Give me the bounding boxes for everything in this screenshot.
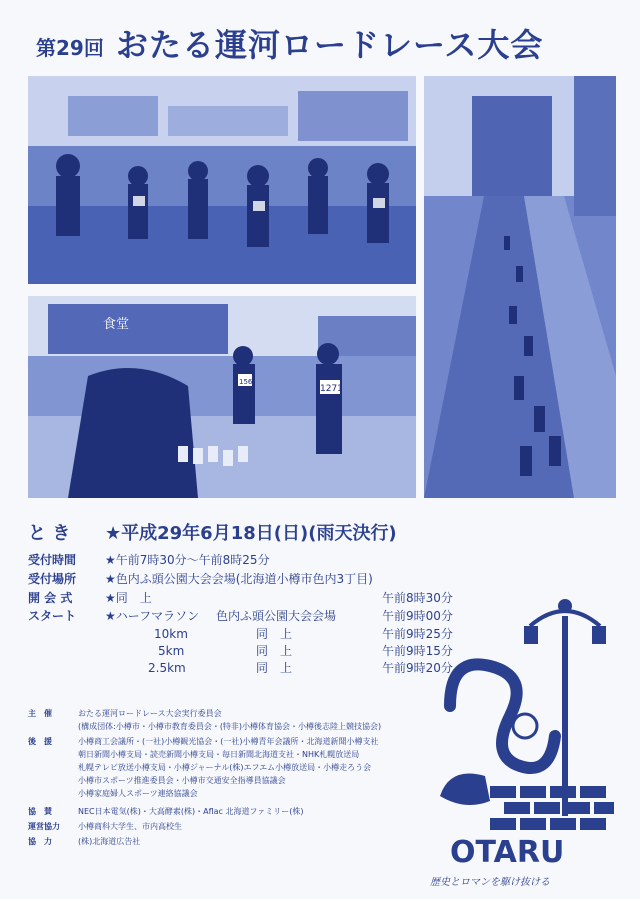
edition-label: 第29回 <box>36 36 104 60</box>
start-label: スタート <box>28 609 77 623</box>
support-line-5: 小樽家庭婦人スポーツ連絡協議会 <box>78 789 198 798</box>
support-line-1: 小樽商工会議所・(一社)小樽観光協会・(一社)小樽青年会議所・北海道新聞小樽支社 <box>78 737 379 746</box>
reception-time-value: ★午前7時30分～午前8時25分 <box>105 553 270 567</box>
tagline: 歴史とロマンを駆け抜ける <box>430 877 550 888</box>
otaru-logo <box>430 596 630 866</box>
sponsor-label: 協 賛 <box>28 807 52 816</box>
cooperation-block <box>28 836 428 848</box>
bib-number-1: 1271 <box>320 384 343 394</box>
2-5k-place: 同 上 <box>256 661 293 675</box>
10k-place: 同 上 <box>256 627 293 641</box>
support-line-4: 小樽市スポーツ推進委員会・小樽市交通安全指導員協議会 <box>78 776 286 785</box>
photo-road-runners <box>424 76 616 498</box>
otaru-logo-text: OTARU <box>450 835 565 866</box>
half-marathon-time: 午前9時00分 <box>382 609 453 623</box>
host-line-1: おたる運河ロードレース大会実行委員会 <box>78 709 222 718</box>
operations-block <box>28 821 428 833</box>
when-label: と き <box>28 523 71 544</box>
operations-label: 運営協力 <box>28 822 60 831</box>
event-title <box>36 14 616 70</box>
when-row <box>28 523 468 550</box>
host-block <box>28 708 428 732</box>
5k-label: 5km <box>158 644 185 658</box>
photo-water-station <box>28 296 416 498</box>
support-line-2: 朝日新聞小樽支局・読売新聞小樽支局・毎日新聞北海道支社・NHK札幌放送局 <box>78 750 360 759</box>
shop-sign-text: 食堂 <box>103 317 130 332</box>
10k-time: 午前9時25分 <box>382 627 453 641</box>
reception-time-label: 受付時間 <box>28 553 77 567</box>
cooperation-label: 協 力 <box>28 837 52 846</box>
5k-place: 同 上 <box>256 644 293 658</box>
10k-label: 10km <box>154 627 188 641</box>
race-title: おたる運河ロードレース大会 <box>116 26 544 64</box>
opening-time: 午前8時30分 <box>382 591 453 605</box>
2-5k-time: 午前9時20分 <box>382 661 453 675</box>
bib-number-2: 156 <box>239 378 253 386</box>
host-label: 主 催 <box>28 709 52 718</box>
half-marathon-label: ★ハーフマラソン <box>105 609 200 623</box>
photo-runners-start <box>28 76 416 284</box>
2-5k-label: 2.5km <box>148 661 186 675</box>
opening-value: ★同 上 <box>105 591 152 605</box>
5k-time: 午前9時15分 <box>382 644 453 658</box>
when-value: ★平成29年6月18日(日)(雨天決行) <box>105 523 397 544</box>
reception-place-label: 受付場所 <box>28 572 77 586</box>
reception-place-value: ★色内ふ頭公園大会会場(北海道小樽市色内3丁目) <box>105 572 373 586</box>
support-line-3: 札幌テレビ放送小樽支局・小樽ジャーナル(株)エフエム小樽放送局・小樽走ろう会 <box>78 763 372 772</box>
half-marathon-place: 色内ふ頭公園大会会場 <box>216 609 337 623</box>
support-label: 後 援 <box>28 737 52 746</box>
opening-label: 開 会 式 <box>28 591 73 605</box>
operations-line-1: 小樽商科大学生、市内高校生 <box>78 822 182 831</box>
sponsor-block <box>28 806 428 818</box>
cooperation-line-1: (株)北海道広告社 <box>78 837 141 846</box>
host-line-2: (構成団体:小樽市・小樽市教育委員会・(特非)小樽体育協会・小樽後志陸上競技協会) <box>78 722 382 731</box>
support-block <box>28 736 428 802</box>
sponsor-line-1: NEC日本電気(株)・大高酵素(株)・Aflac 北海道ファミリー(株) <box>78 807 304 816</box>
